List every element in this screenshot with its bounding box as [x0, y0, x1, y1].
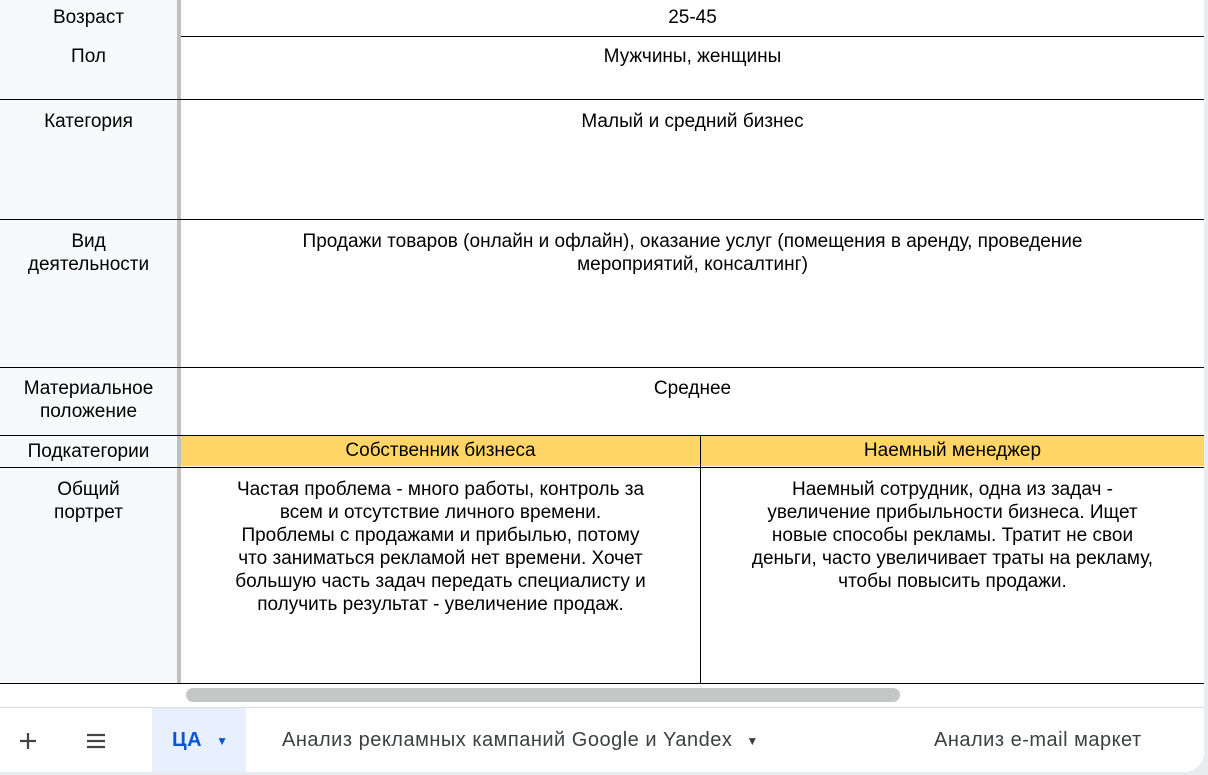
cell-text-line: новые способы рекламы. Тратит не свои: [771, 525, 1134, 546]
cell-value-category[interactable]: [181, 110, 1204, 218]
cell-text-line: Проблемы с продажами и прибылью, потому: [241, 525, 640, 546]
cell-text-line: деньги, часто увеличивает траты на рекламу,: [751, 548, 1154, 569]
row-border: [0, 219, 1204, 220]
row-border: [0, 99, 1204, 100]
cell-text-line: увеличение прибыльности бизнеса. Ищет: [767, 502, 1138, 523]
cell-value-gender[interactable]: [181, 45, 1204, 100]
cell-text: Категория: [44, 111, 133, 132]
cell-text-line: чтобы повысить продажи.: [838, 571, 1067, 592]
chevron-down-icon[interactable]: ▼: [746, 733, 759, 748]
cell-text: Пол: [71, 46, 106, 67]
sheet-tab-ads-analysis[interactable]: [282, 708, 759, 772]
cell-text: 25-45: [668, 7, 717, 28]
tab-label: Анализ рекламных кампаний Google и Yandex: [282, 729, 733, 751]
add-sheet-button[interactable]: [8, 708, 48, 772]
cell-text-line: большую часть задач передать специалисту и: [235, 571, 646, 592]
row-border: [181, 36, 1204, 37]
sheet-tab-email-analysis[interactable]: [934, 708, 1142, 772]
cell-text: Возраст: [52, 7, 125, 28]
tab-label: Анализ e-mail маркет: [934, 729, 1142, 751]
cell-value-activity[interactable]: [181, 230, 1204, 366]
cell-subcategory-owner[interactable]: [181, 436, 700, 466]
cell-text-line: мероприятий, консалтинг): [577, 254, 808, 275]
row-border: [0, 435, 1204, 436]
cell-text-line: деятельности: [27, 254, 150, 275]
row-border: [0, 467, 1204, 468]
cell-subcategory-manager[interactable]: [701, 436, 1204, 466]
cell-value-age[interactable]: [181, 6, 1204, 36]
cell-text-line: положение: [39, 401, 138, 422]
menu-icon: [85, 732, 107, 750]
cell-portrait-manager[interactable]: [701, 478, 1204, 683]
cell-label-age[interactable]: [0, 6, 177, 36]
horizontal-scrollbar-thumb[interactable]: [186, 688, 900, 702]
cell-text-line: Вид: [71, 231, 106, 252]
cell-label-category[interactable]: [0, 110, 177, 218]
cell-portrait-owner[interactable]: [181, 478, 700, 683]
tab-label: ЦА: [172, 729, 203, 751]
plus-icon: [18, 731, 38, 751]
cell-label-income[interactable]: [0, 377, 177, 433]
cell-label-activity[interactable]: [0, 230, 177, 366]
cell-text: Мужчины, женщины: [603, 46, 782, 67]
cell-label-portrait[interactable]: [0, 478, 177, 683]
cell-text: Собственник бизнеса: [345, 440, 536, 461]
cell-label-subcategories[interactable]: [0, 438, 177, 466]
sheet-tab-ca[interactable]: [152, 708, 246, 772]
column-border: [700, 435, 701, 684]
cell-text-line: что заниматься рекламой нет времени. Хочет: [238, 548, 643, 569]
cell-text-line: Общий: [57, 479, 120, 500]
cell-text-line: портрет: [54, 502, 123, 523]
chevron-down-icon[interactable]: ▼: [216, 733, 229, 748]
cell-text: Наемный менеджер: [863, 440, 1042, 461]
cell-label-gender[interactable]: [0, 45, 177, 100]
row-border: [0, 367, 1204, 368]
cell-text-line: Наемный сотрудник, одна из задач -: [791, 479, 1113, 500]
cell-text: Подкатегории: [27, 441, 150, 462]
cell-text-line: Продажи товаров (онлайн и офлайн), оказание услуг (помещения в аренду, проведение: [302, 231, 1083, 252]
sheet-tab-bar: [0, 707, 1204, 772]
cell-text: Среднее: [653, 378, 732, 399]
cell-text: Малый и средний бизнес: [581, 111, 804, 132]
all-sheets-button[interactable]: [74, 708, 118, 772]
cell-value-income[interactable]: [181, 377, 1204, 433]
cell-text-line: получить результат - увеличение продаж.: [257, 594, 624, 615]
cell-text-line: всем и отсутствие личного времени.: [279, 502, 602, 523]
cell-text-line: Материальное: [23, 378, 154, 399]
cell-text-line: Частая проблема - много работы, контроль за: [236, 479, 645, 500]
